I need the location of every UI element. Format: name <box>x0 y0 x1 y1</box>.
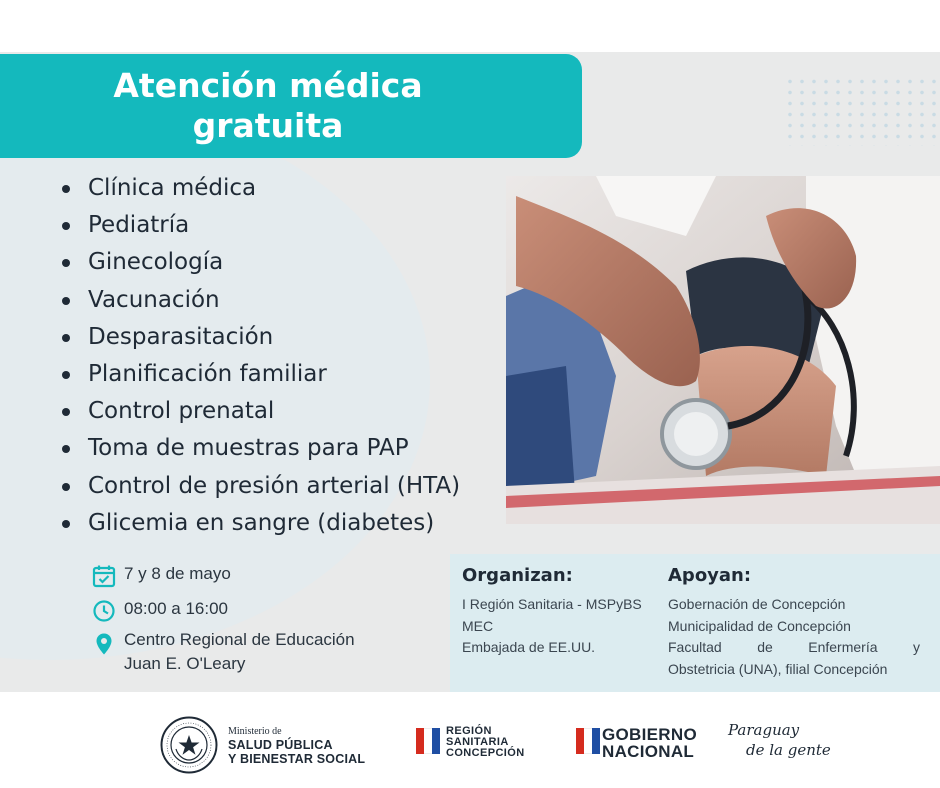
slogan-logo <box>728 720 831 760</box>
bullet-icon <box>62 520 70 528</box>
bullet-icon <box>62 259 70 267</box>
region-line-3: CONCEPCIÓN <box>446 747 525 759</box>
service-item <box>62 468 460 505</box>
service-item <box>62 393 460 430</box>
bullet-icon <box>62 408 70 416</box>
clock-icon <box>92 599 116 623</box>
service-label: Ginecología <box>88 249 224 276</box>
supporters-heading: Apoyan: <box>668 565 752 586</box>
service-item <box>62 505 460 542</box>
bullet-icon <box>62 483 70 491</box>
map-pin-icon <box>92 632 116 656</box>
region-logo <box>446 726 525 759</box>
supporter-item-justified <box>668 637 920 659</box>
service-item <box>62 207 460 244</box>
service-label: Clínica médica <box>88 175 257 201</box>
service-label: Toma de muestras para PAP <box>88 435 409 462</box>
service-label: Vacunación <box>88 286 220 313</box>
service-item <box>62 319 460 356</box>
supporter-word: Enfermería <box>808 639 878 655</box>
service-label: Planificación familiar <box>88 360 327 387</box>
ministry-small-text: Ministerio de <box>228 726 282 737</box>
bullet-icon <box>62 222 70 230</box>
bullet-icon <box>62 371 70 379</box>
bullet-icon <box>62 185 70 193</box>
services-list <box>62 170 460 542</box>
calendar-check-icon <box>92 564 116 588</box>
government-logo <box>602 726 697 760</box>
region-line-2: SANITARIA <box>446 736 509 748</box>
bullet-icon <box>62 297 70 305</box>
event-place-line-1: Centro Regional de Educación <box>124 630 355 649</box>
supporter-item: Gobernación de Concepción <box>668 596 846 612</box>
blood-pressure-photo <box>506 176 940 524</box>
flag-icon <box>576 728 600 754</box>
service-label: Desparasitación <box>88 323 274 350</box>
service-label: Control de presión arterial (HTA) <box>88 472 461 499</box>
organizers-box <box>450 554 940 692</box>
service-item <box>62 244 460 281</box>
ministry-line-2: Y BIENESTAR SOCIAL <box>228 752 366 766</box>
service-label: Glicemia en sangre (diabetes) <box>88 509 435 536</box>
photo-illustration <box>506 176 940 524</box>
supporters-column <box>668 564 920 680</box>
supporter-item: Municipalidad de Concepción <box>668 617 851 634</box>
top-strip <box>0 0 940 52</box>
supporter-item: Obstetricia (UNA), filial Concepción <box>668 660 888 677</box>
service-label: Pediatría <box>88 212 190 239</box>
service-item <box>62 356 460 393</box>
bullet-icon <box>62 334 70 342</box>
flag-icon <box>416 728 440 754</box>
service-item <box>62 170 460 207</box>
supporter-word: Facultad <box>668 639 722 655</box>
title-banner <box>0 54 582 158</box>
slogan-line-2: de la gente <box>746 741 831 759</box>
organizer-item: MEC <box>462 617 494 634</box>
gob-line-2: NACIONAL <box>602 742 695 761</box>
service-item <box>62 430 460 467</box>
organizers-heading: Organizan: <box>462 565 573 586</box>
supporter-word: y <box>912 639 920 655</box>
organizer-item: I Región Sanitaria - MSPyBS <box>462 596 642 612</box>
event-date-text: 7 y 8 de mayo <box>124 564 231 583</box>
region-line-1: REGIÓN <box>446 725 492 737</box>
event-place-text <box>124 628 355 676</box>
organizers-column <box>462 564 642 659</box>
event-place-line-2: Juan E. O'Leary <box>124 654 246 673</box>
decorative-dot-grid <box>784 76 940 146</box>
bullet-icon <box>62 445 70 453</box>
event-time-text: 08:00 a 16:00 <box>124 599 228 618</box>
supporter-word: de <box>757 639 773 655</box>
national-seal-icon <box>160 716 218 774</box>
ministry-line-1: SALUD PÚBLICA <box>228 738 333 752</box>
title-line-2: gratuita <box>192 106 344 145</box>
slogan-line-1: Paraguay <box>728 721 800 739</box>
organizer-item: Embajada de EE.UU. <box>462 639 596 655</box>
service-label: Control prenatal <box>88 398 275 425</box>
title-line-1: Atención médica <box>113 66 423 105</box>
footer-logos <box>0 692 940 788</box>
ministry-logo <box>228 726 365 766</box>
service-item <box>62 282 460 319</box>
page-title <box>0 54 536 158</box>
gob-line-1: GOBIERNO <box>602 725 697 744</box>
